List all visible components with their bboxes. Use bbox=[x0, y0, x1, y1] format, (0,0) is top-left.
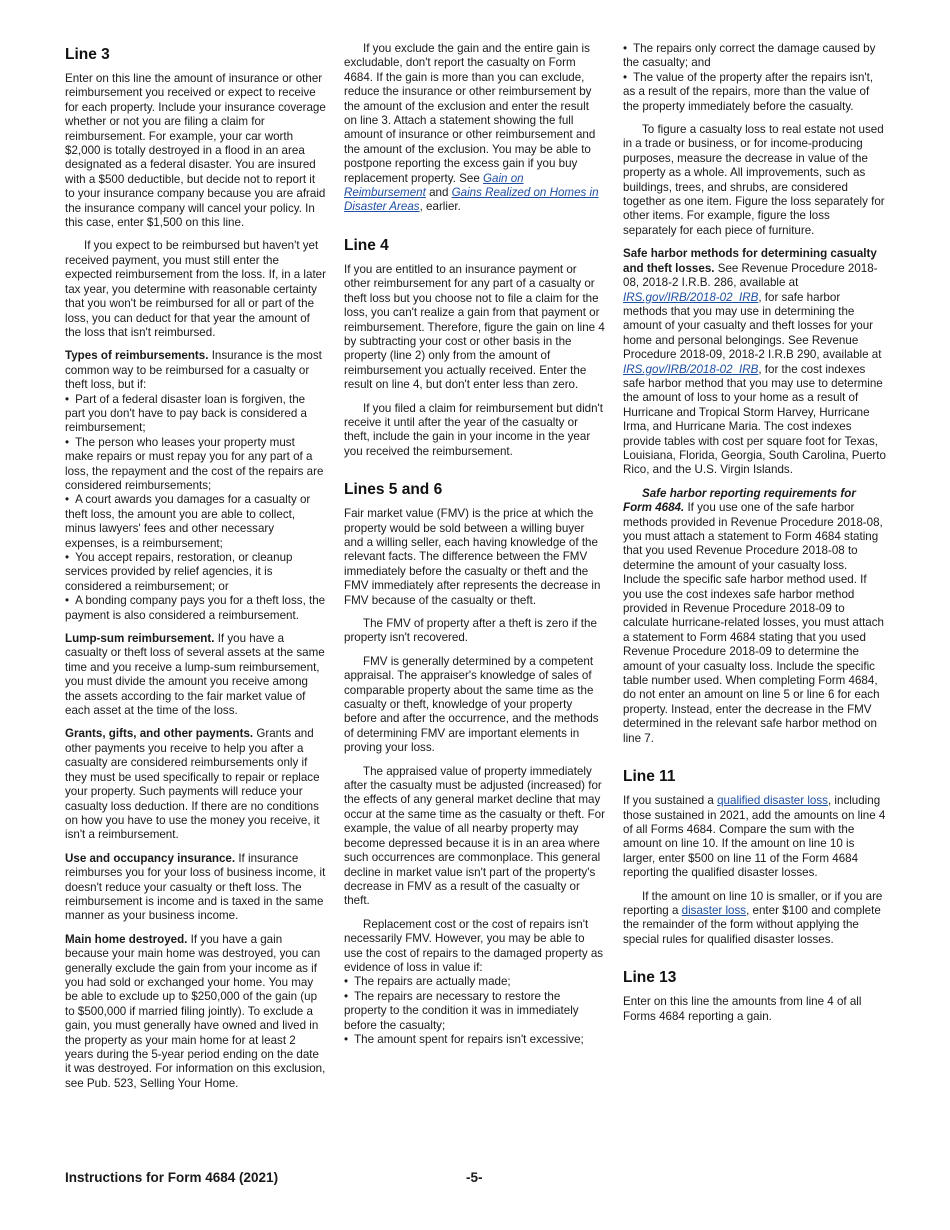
exclusion-text: If you exclude the gain and the entire gain is excludable, don't report the casualty on Form 4684. If the gain is more than you can exclude, reduce the insurance or other reimbursement by the amount of the exclusion and enter the result on line 3. Attach a statement showing the full amount of insurance or other reimbursement and the amount of the exclusion. You may be able to postpone reporting the excess gain if you buy replacement property. See bbox=[344, 42, 596, 185]
line4-paragraph-2: If you filed a claim for reimbursement but didn't receive it until after the year of the casualty or theft, include the gain in your income in the year you received the reimbursement. bbox=[344, 401, 603, 458]
list-item: • The repairs are actually made; bbox=[344, 975, 605, 989]
line3-paragraph-1: Enter on this line the amount of insurance or other reimbursement you received or expect to receive for each property. Include your insurance coverage whether or not you are filing a claim for reimbursement. For example, your car worth $2,000 is totally destroyed in a flood in an area designated as a federal disaster. You are insured with a $500 deductible, but decide not to report it to your insurance company because you are afraid the insurance company will cancel your policy. In this case, enter $1,500 on this line. bbox=[65, 72, 326, 230]
main-home-text: If you have a gain because your main home was destroyed, you can generally exclude the gain from your income as if you had sold or exchanged your home. You may be able to exclude up to $250,000 of the gain (up to $500,000 if married filing jointly). To exclude a gain, you must generally have owned and lived in the property as your main home for at least 2 years during the 5-year period ending on the date it was destroyed. For information on this exclusion, see Pub. 523, Selling Your Home. bbox=[65, 932, 326, 1090]
line4-paragraph-1: If you are entitled to an insurance payment or other reimbursement for any part of a casualty or theft loss but you choose not to file a claim for the loss, you can't realize a gain from that payment or reimbursement. Therefore, figure the gain on line 4 by subtracting your cost or other basis in the property (line 2) only from the amount of reimbursement you actually received. Enter the result on line 4, but don't enter less than zero. bbox=[344, 262, 605, 392]
list-item: • Part of a federal disaster loan is forgiven, the part you don't have to pay back is considered a reimbursement; bbox=[65, 393, 326, 436]
column-middle bbox=[344, 42, 605, 1056]
irb-link-1[interactable]: IRS.gov/IRB/2018-02_IRB bbox=[623, 290, 759, 304]
main-home-paragraph bbox=[65, 933, 326, 1091]
safe-harbor-text-c: , for the cost indexes safe harbor method that you may use to determine the amount of loss to your home as a result of Hurricane and Tropical Storm Harvey, Hurricane Irma, and Hurricane Maria. The cost indexes provide tables with cost per square foot for Texas, Louisiana, Florida, Georgia, South Carolina, Puerto Rico, and the U.S. Virgin Islands. bbox=[623, 362, 886, 477]
lines56-paragraph-3: FMV is generally determined by a competent appraisal. The appraiser's knowledge of sales of comparable property about the same time as the casualty or theft, knowledge of your property before and after the occurrence, and the methods of determining FMV are important elements in proving your loss. bbox=[344, 654, 599, 755]
exclusion-paragraph bbox=[344, 42, 605, 215]
types-of-reimbursements-paragraph bbox=[65, 349, 326, 392]
main-home-title: Main home destroyed. bbox=[65, 932, 188, 946]
list-item: • A bonding company pays you for a theft loss, the payment is also considered a reimbursement. bbox=[65, 594, 326, 623]
column-left bbox=[65, 42, 326, 1100]
safe-harbor-text-b: , for safe harbor methods that you may use in determining the amount of your casualty and theft losses for your home and personal belongings. See Revenue Procedure 2018-09, 2018-2 I.R.B 290, available at bbox=[623, 290, 882, 362]
grants-text: Grants and other payments you receive to help you after a casualty are considered reimbursements only if they must be used specifically to repair or replace your property. Such payments will reduce your casualty loss deduction. If there are no conditions on how you have to use the money you receive, it isn't a reimbursement. bbox=[65, 727, 320, 842]
page-number: -5- bbox=[466, 1170, 483, 1185]
line11-text-c: If the amount on line 10 is smaller, or if you are reporting a bbox=[623, 889, 883, 917]
safe-harbor-methods-title: Safe harbor methods for determining casualty and theft losses. bbox=[623, 247, 877, 275]
gain-on-reimbursement-link[interactable]: Gain on Reimbursement bbox=[344, 171, 524, 200]
column-right bbox=[623, 42, 886, 1033]
list-item: • The repairs are necessary to restore the property to the condition it was in immediately before the casualty; bbox=[344, 990, 605, 1033]
repair-bullet-list-continued bbox=[623, 42, 886, 114]
line4-heading: Line 4 bbox=[344, 236, 389, 254]
lines56-heading: Lines 5 and 6 bbox=[344, 481, 443, 499]
lump-sum-title: Lump-sum reimbursement. bbox=[65, 632, 215, 646]
safe-harbor-reporting-text: If you use one of the safe harbor methods provided in Revenue Procedure 2018-08, you must attach a statement to Form 4684 stating that you used Revenue Procedure 2018-08 to determine the amount of your casualty loss. Include the specific safe harbor method used. If you use the cost indexes safe harbor method provided in Revenue Procedure 2018-09 to calculate hurricane-related losses, you must attach a statement to Form 4684 stating that you used Revenue Procedure 2018-09 to determine the amount of your casualty loss. Include the specific table number used. When completing Form 4684, do not enter an amount on line 5 or line 6 for each property. Instead, enter the decrease in the FMV determined in the relevant safe harbor method on line 7. bbox=[623, 501, 884, 745]
irb-link-2[interactable]: IRS.gov/IRB/2018-02_IRB bbox=[623, 362, 759, 376]
list-item: • The person who leases your property must make repairs or must repay you for any part of a loss, the repayment and the cost of the repairs are considered reimbursements; bbox=[65, 436, 326, 494]
footer-title: Instructions for Form 4684 (2021) bbox=[65, 1170, 279, 1185]
grants-title: Grants, gifts, and other payments. bbox=[65, 727, 254, 741]
lines56-paragraph-1: Fair market value (FMV) is the price at which the property would be sold between a willing buyer and a willing seller, each having knowledge of the relevant facts. The difference between the FMV immediately before the casualty or theft and the FMV immediately after represents the decrease in FMV because of the casualty or theft. bbox=[344, 507, 601, 607]
line3-paragraph-2: If you expect to be reimbursed but haven't yet received payment, you must still enter the expected reimbursement from the loss. If, in a later tax year, you determine with reasonable certainty that you won't be reimbursed for all or part of the loss, you can deduct for that year the amount of the loss that isn't reimbursed. bbox=[65, 239, 326, 339]
line13-paragraph: Enter on this line the amounts from line 4 of all Forms 4684 reporting a gain. bbox=[623, 995, 862, 1023]
qualified-disaster-loss-link[interactable]: qualified disaster loss bbox=[717, 794, 828, 808]
types-of-reimbursements-text: Insurance is the most common way to be reimbursed for a casualty or theft loss, but if: bbox=[65, 349, 322, 392]
lines56-paragraph-2: The FMV of property after a theft is zero if the property isn't recovered. bbox=[344, 617, 597, 645]
gains-disaster-areas-link[interactable]: Gains Realized on Homes in Disaster Areas bbox=[344, 186, 599, 214]
list-item: • The amount spent for repairs isn't excessive; bbox=[344, 1033, 605, 1047]
exclusion-and: and bbox=[425, 186, 452, 200]
exclusion-end: , earlier. bbox=[419, 200, 461, 214]
use-occupancy-title: Use and occupancy insurance. bbox=[65, 851, 236, 865]
line11-paragraph-2 bbox=[623, 890, 886, 948]
safe-harbor-reporting-title: Safe harbor reporting requirements for Form 4684. bbox=[623, 486, 856, 515]
line11-text-b: , including those sustained in 2021, add the amounts on line 4 of all Forms 4684. Compare the sum with the amount on line 10. If the amount on line 10 is larger, enter $500 on line 11 of the Form 4684 reporting the qualified disaster losses. bbox=[623, 794, 886, 880]
reimbursement-bullet-list bbox=[65, 393, 326, 624]
lines56-paragraph-5: Replacement cost or the cost of repairs isn't necessarily FMV. However, you may be able to use the cost of repairs to the damaged property as evidence of loss in value if: bbox=[344, 917, 604, 974]
safe-harbor-methods-paragraph bbox=[623, 247, 886, 478]
list-item: • The value of the property after the repairs isn't, as a result of the repairs, more than the value of the property immediately before the casualty. bbox=[623, 71, 886, 114]
line13-heading: Line 13 bbox=[623, 969, 677, 987]
line3-heading: Line 3 bbox=[65, 46, 110, 63]
disaster-loss-link[interactable]: disaster loss bbox=[681, 903, 747, 917]
line11-heading: Line 11 bbox=[623, 768, 676, 786]
types-of-reimbursements-title: Types of reimbursements. bbox=[65, 349, 209, 363]
safe-harbor-text-a: See Revenue Procedure 2018-08, 2018-2 I.R.B. 286, available at bbox=[623, 261, 878, 290]
list-item: • You accept repairs, restoration, or cleanup services provided by relief agencies, it is considered a reimbursement; or bbox=[65, 551, 326, 594]
use-occupancy-paragraph bbox=[65, 852, 326, 924]
repair-bullet-list bbox=[344, 975, 605, 1047]
line11-text-d: , enter $100 and complete the remainder of the form without applying the special rules for qualified disaster losses. bbox=[623, 903, 881, 946]
line11-paragraph-1 bbox=[623, 794, 886, 880]
safe-harbor-reporting-paragraph bbox=[623, 487, 886, 746]
lump-sum-text: If you have a casualty or theft loss of several assets at the same time and you receive a lump-sum reimbursement, you must divide the amount you receive among the assets according to the fair market value of each asset at the time of the loss. bbox=[65, 632, 325, 718]
real-estate-paragraph: To figure a casualty loss to real estate not used in a trade or business, or for income-producing purposes, measure the decrease in value of the property as a whole. All improvements, such as buildings, trees, and shrubs, are considered together as one item. Figure the loss separately for other items. For example, figure the loss separately for each piece of furniture. bbox=[623, 123, 885, 237]
list-item: • The repairs only correct the damage caused by the casualty; and bbox=[623, 42, 886, 71]
list-item: • A court awards you damages for a casualty or theft loss, the amount you are able to collect, minus lawyers' fees and other necessary expenses, is a reimbursement; bbox=[65, 493, 326, 551]
line11-text-a: If you sustained a bbox=[623, 794, 718, 808]
lump-sum-paragraph bbox=[65, 632, 326, 718]
lines56-paragraph-4: The appraised value of property immediately after the casualty must be adjusted (increased) for the effects of any general market decline that may occur at the same time as the casualty or theft. For example, the value of all nearby property may become depressed because it is in an area where such occurrences are commonplace. This general decline in market value isn't part of the property's decrease in FMV as a result of the casualty or theft. bbox=[344, 764, 605, 908]
grants-paragraph bbox=[65, 727, 326, 842]
use-occupancy-text: If insurance reimburses you for your loss of business income, it doesn't reduce your casualty or theft loss. The reimbursement is income and is taxed in the same manner as your business income. bbox=[65, 851, 326, 923]
